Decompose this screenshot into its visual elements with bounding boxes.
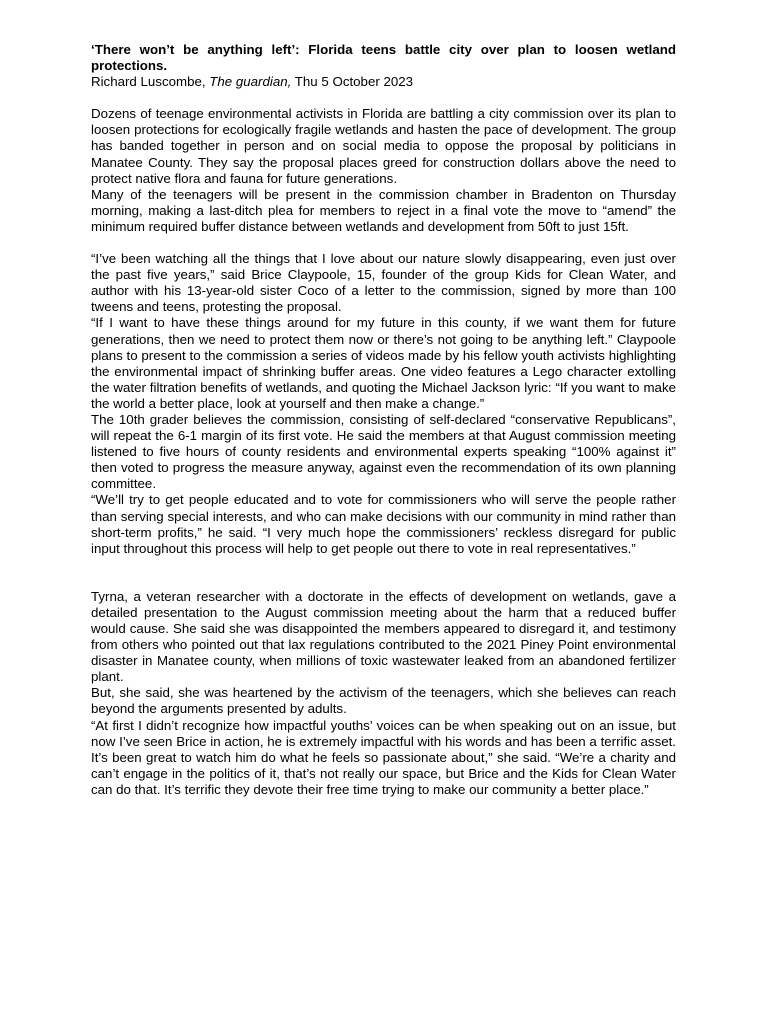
article-byline bbox=[91, 74, 676, 90]
article-headline: ‘There won’t be anything left’: Florida teens battle city over plan to loosen wetland protections. bbox=[91, 42, 676, 74]
article-page bbox=[91, 42, 676, 798]
byline-author: Richard Luscombe, bbox=[91, 74, 210, 90]
paragraph: Dozens of teenage environmental activists in Florida are battling a city commission over its plan to loosen protections for ecologically fragile wetlands and hasten the pace of development. The group has banded together in person and on social media to oppose the proposal by politicians in Manatee County. They say the proposal places greed for construction dollars above the need to protect native flora and fauna for future generations. bbox=[91, 106, 676, 186]
byline-date: Thu 5 October 2023 bbox=[291, 74, 414, 90]
paragraph: Many of the teenagers will be present in the commission chamber in Bradenton on Thursday morning, making a last-ditch plea for members to reject in a final vote the move to “amend” the minimum required buffer distance between wetlands and development from 50ft to just 15ft. bbox=[91, 186, 676, 234]
paragraph: Tyrna, a veteran researcher with a doctorate in the effects of development on wetlands, gave a detailed presentation to the August commission meeting about the harm that a reduced buffer would cause. She said she was disappointed the members appeared to disregard it, and testimony from others who pointed out that lax regulations contributed to the 2021 Piney Point environmental disaster in Manatee county, when millions of toxic wastewater leaked from an abandoned fertilizer plant. bbox=[91, 588, 676, 685]
paragraph: “At first I didn’t recognize how impactful youths’ voices can be when speaking out on an issue, but now I’ve seen Brice in action, he is extremely impactful with his words and has been a terrific asset. It’s been great to watch him do what he feels so passionate about,” she said. “We’re a charity and can’t engage in the politics of it, that’s not really our space, but Brice and the Kids for Clean Water can do that. It’s terrific they devote their free time trying to make our community a better place.” bbox=[91, 717, 676, 797]
paragraph: But, she said, she was heartened by the activism of the teenagers, which she believes can reach beyond the arguments presented by adults. bbox=[91, 685, 676, 717]
article-body bbox=[91, 106, 676, 798]
paragraph: The 10th grader believes the commission, consisting of self-declared “conservative Republicans”, will repeat the 6-1 margin of its first vote. He said the members at that August commission meeting listened to five hours of county residents and environmental experts speaking “100% against it” then voted to progress the measure anyway, against even the recommendation of its own planning committee. bbox=[91, 411, 676, 492]
paragraph: “I’ve been watching all the things that I love about our nature slowly disappearing, even just over the past five years,” said Brice Claypoole, 15, founder of the group Kids for Clean Water, and author with his 13-year-old sister Coco of a letter to the commission, signed by more than 100 tweens and teens, protesting the proposal. bbox=[91, 251, 676, 315]
paragraph: “We’ll try to get people educated and to vote for commissioners who will serve the people rather than serving special interests, and who can make decisions with our community in mind rather than short-term profits,” he said. “I very much hope the commissioners’ reckless disregard for public input throughout this process will help to get people out there to vote in real representatives.” bbox=[91, 492, 676, 556]
paragraph: “If I want to have these things around for my future in this county, if we want them for future generations, then we need to protect them now or there’s not going to be anything left.” Claypoole plans to present to the commission a series of videos made by his fellow youth activists highlighting the environmental impact of shrinking buffer areas. One video features a Lego character extolling the water filtration benefits of wetlands, and quoting the Michael Jackson lyric: “If you want to make the world a better place, look at yourself and then make a change.” bbox=[91, 315, 676, 411]
byline-publication: The guardian, bbox=[209, 74, 292, 90]
